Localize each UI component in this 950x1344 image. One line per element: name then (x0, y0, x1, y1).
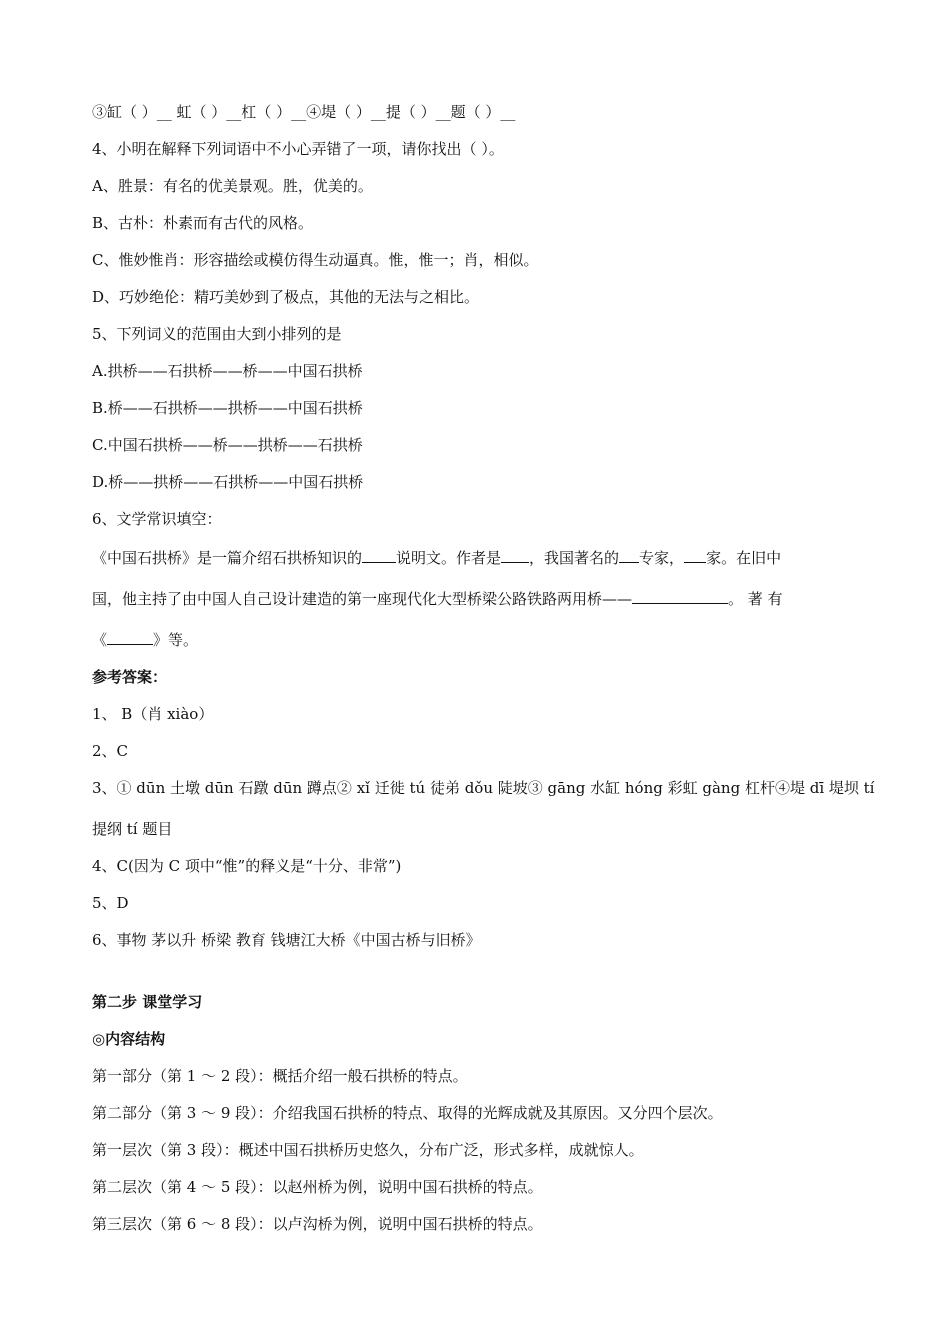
answer-2: 2、C (92, 742, 129, 760)
answer-4: 4、C(因为 C 项中“惟”的释义是“十分、非常”) (92, 857, 402, 875)
answer-blank (684, 547, 706, 563)
fill-blank-line (92, 588, 783, 610)
question-5: 5、下列词义的范围由大到小排列的是 (92, 325, 342, 343)
text-segment: 说明文。作者是 (396, 549, 502, 567)
answer-1: 1、 B（肖 xiào） (92, 705, 214, 723)
text-segment: 。 著 有 (728, 590, 783, 608)
structure-line: 第二部分（第 3 ～ 9 段）：介绍我国石拱桥的特点、取得的光辉成就及其原因。又分四个层次。 (92, 1104, 723, 1122)
text-segment: 《中国石拱桥》是一篇介绍石拱桥知识的 (92, 549, 363, 567)
answer-blank (619, 547, 639, 563)
structure-line: 第一部分（第 1 ～ 2 段）：概括介绍一般石拱桥的特点。 (92, 1067, 468, 1085)
answer-blank (362, 547, 396, 563)
answer-5: 5、D (92, 894, 129, 912)
option-c: C、惟妙惟肖：形容描绘或模仿得生动逼真。惟，惟一；肖，相似。 (92, 251, 539, 269)
section-heading: 第二步 课堂学习 (92, 993, 203, 1011)
text-segment: 国，他主持了由中国人自己设计建造的第一座现代化大型桥梁公路铁路两用桥—— (92, 590, 633, 608)
option-d: D.桥——拱桥——石拱桥——中国石拱桥 (92, 473, 364, 491)
answer-3: 3、① dūn 土墩 dūn 石蹾 dūn 蹲点② xǐ 迁徙 tú 徒弟 dǒu 陡坡③ gāng 水缸 hóng 彩虹 gàng 杠杆④堤 dī 堤坝 tí (92, 779, 875, 797)
answer-blank (632, 588, 728, 604)
option-b: B.桥——石拱桥——拱桥——中国石拱桥 (92, 399, 363, 417)
text-segment: ，我国著名的 (529, 549, 620, 567)
option-a: A、胜景：有名的优美景观。胜，优美的。 (92, 177, 373, 195)
text-segment: 家。在旧中 (706, 549, 782, 567)
structure-line: 第一层次（第 3 段）：概述中国石拱桥历史悠久，分布广泛，形式多样，成就惊人。 (92, 1141, 644, 1159)
answer-3-cont: 提纲 tí 题目 (92, 820, 173, 838)
text-segment: 专家， (639, 549, 685, 567)
question-4: 4、小明在解释下列词语中不小心弄错了一项，请你找出（ ）。 (92, 140, 504, 158)
option-a: A.拱桥——石拱桥——桥——中国石拱桥 (92, 362, 363, 380)
fill-blank-line (92, 547, 781, 569)
text-line: ③缸（ ）__ 虹（ ）__杠（ ）__④堤（ ）__提（ ）__题（ ）__ (92, 103, 516, 121)
option-c: C.中国石拱桥——桥——拱桥——石拱桥 (92, 436, 363, 454)
text-segment: 》等。 (153, 631, 199, 649)
subsection-heading: ◎内容结构 (92, 1030, 166, 1048)
question-6: 6、文学常识填空： (92, 510, 222, 528)
answer-blank (107, 629, 153, 645)
option-d: D、巧妙绝伦：精巧美妙到了极点，其他的无法与之相比。 (92, 288, 480, 306)
answer-6: 6、事物 茅以升 桥梁 教育 钱塘江大桥《中国古桥与旧桥》 (92, 931, 481, 949)
answer-blank (501, 547, 529, 563)
structure-line: 第二层次（第 4 ～ 5 段）：以赵州桥为例，说明中国石拱桥的特点。 (92, 1178, 543, 1196)
fill-blank-line (92, 629, 198, 651)
answer-heading: 参考答案： (92, 668, 168, 686)
option-b: B、古朴：朴素而有古代的风格。 (92, 214, 314, 232)
structure-line: 第三层次（第 6 ～ 8 段）：以卢沟桥为例，说明中国石拱桥的特点。 (92, 1215, 543, 1233)
text-segment: 《 (92, 631, 108, 649)
